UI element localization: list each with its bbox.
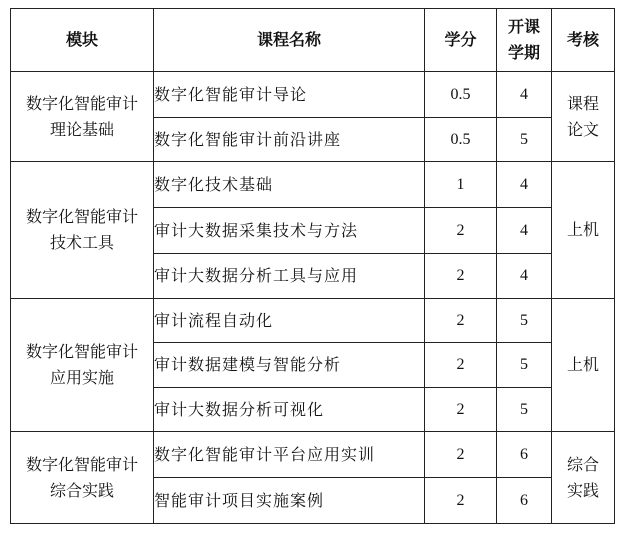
assessment-cell <box>552 432 615 524</box>
module-line: 数字化智能审计 <box>25 342 138 361</box>
course-semester: 5 <box>497 118 552 162</box>
course-name: 审计大数据采集技术与方法 <box>154 208 425 254</box>
module-line: 理论基础 <box>49 119 114 139</box>
course-name: 审计流程自动化 <box>154 299 425 343</box>
course-name: 智能审计项目实施案例 <box>154 478 425 524</box>
course-name: 数字化技术基础 <box>154 162 425 208</box>
assessment-line: 实践 <box>566 480 599 500</box>
module-line: 数字化智能审计 <box>25 454 138 474</box>
course-semester: 5 <box>497 343 552 388</box>
course-name: 审计大数据分析可视化 <box>154 388 425 432</box>
header-credits: 学分 <box>425 9 497 72</box>
header-course-name: 课程名称 <box>154 9 425 72</box>
assessment-line: 论文 <box>566 119 599 139</box>
course-name: 审计大数据分析工具与应用 <box>154 254 425 299</box>
assessment-line: 上机 <box>566 355 599 374</box>
course-credits: 0.5 <box>425 118 497 162</box>
course-semester: 5 <box>497 388 552 432</box>
header-semester <box>497 9 552 72</box>
course-semester: 4 <box>497 162 552 208</box>
course-credits: 2 <box>425 208 497 254</box>
header-semester-line1: 开课 <box>507 17 540 36</box>
header-row <box>11 9 615 72</box>
module-line: 数字化智能审计 <box>25 93 138 113</box>
table-row <box>11 72 615 118</box>
header-semester-line2: 学期 <box>507 43 540 62</box>
course-credits: 2 <box>425 432 497 478</box>
header-assessment: 考核 <box>552 9 615 72</box>
assessment-line: 上机 <box>566 220 599 239</box>
course-credits: 2 <box>425 254 497 299</box>
course-table <box>10 8 615 524</box>
assessment-line: 课程 <box>566 93 599 113</box>
course-name: 数字化智能审计前沿讲座 <box>154 118 425 162</box>
assessment-cell <box>552 162 615 299</box>
header-module: 模块 <box>11 9 154 72</box>
course-credits: 2 <box>425 299 497 343</box>
module-line: 应用实施 <box>49 368 114 387</box>
course-credits: 2 <box>425 388 497 432</box>
module-line: 数字化智能审计 <box>25 207 138 226</box>
assessment-line: 综合 <box>566 454 599 474</box>
course-name: 审计数据建模与智能分析 <box>154 343 425 388</box>
course-credits: 2 <box>425 343 497 388</box>
course-credits: 0.5 <box>425 72 497 118</box>
course-semester: 4 <box>497 208 552 254</box>
module-cell <box>11 432 154 524</box>
table-row <box>11 299 615 343</box>
module-line: 综合实践 <box>49 480 114 500</box>
module-cell <box>11 162 154 299</box>
course-semester: 4 <box>497 72 552 118</box>
assessment-cell <box>552 299 615 432</box>
course-name: 数字化智能审计平台应用实训 <box>154 432 425 478</box>
course-credits: 1 <box>425 162 497 208</box>
module-line: 技术工具 <box>49 233 114 252</box>
course-semester: 4 <box>497 254 552 299</box>
course-name: 数字化智能审计导论 <box>154 72 425 118</box>
module-cell <box>11 299 154 432</box>
table-row <box>11 162 615 208</box>
module-cell <box>11 72 154 162</box>
course-semester: 5 <box>497 299 552 343</box>
table-row <box>11 432 615 478</box>
course-semester: 6 <box>497 478 552 524</box>
course-credits: 2 <box>425 478 497 524</box>
course-semester: 6 <box>497 432 552 478</box>
assessment-cell <box>552 72 615 162</box>
